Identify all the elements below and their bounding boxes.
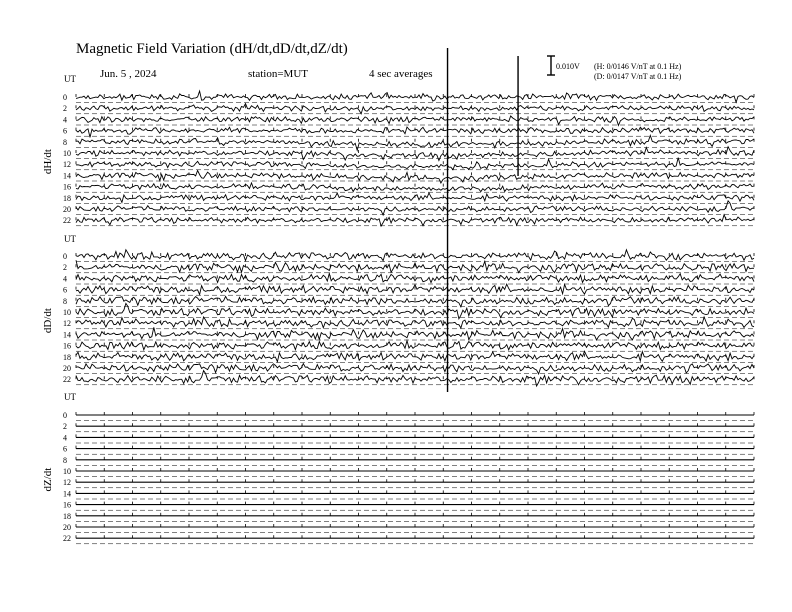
hour-label: 20 (63, 523, 71, 532)
scale-h-label: (H: 0/0146 V/nT at 0.1 Hz) (594, 62, 682, 71)
hour-label: 12 (63, 319, 71, 329)
hour-label: 14 (63, 171, 71, 181)
hour-label: 22 (63, 375, 71, 385)
hour-label: 0 (63, 252, 67, 261)
panel-0 (42, 74, 754, 226)
component-label: dD/dt (42, 308, 54, 334)
panel-1 (42, 234, 754, 386)
hour-label: 12 (63, 478, 71, 488)
hour-label: 6 (63, 126, 67, 136)
hour-label: 4 (63, 274, 67, 284)
averaging-label: 4 sec averages (369, 68, 433, 80)
hour-label: 20 (63, 364, 71, 373)
hour-label: 16 (63, 341, 71, 351)
trace-line (76, 104, 754, 114)
trace-line (76, 215, 754, 226)
hour-label: 8 (63, 296, 67, 306)
trace-line (76, 371, 754, 386)
hour-label: 0 (63, 411, 67, 420)
hour-label: 18 (63, 511, 71, 521)
hour-label: 20 (63, 205, 71, 214)
hour-label: 16 (63, 182, 71, 192)
hour-label: 12 (63, 160, 71, 170)
chart-title: Magnetic Field Variation (dH/dt,dD/dt,dZ/dt) (76, 41, 348, 57)
hour-label: 6 (63, 285, 67, 295)
hour-label: 2 (63, 263, 67, 273)
hour-label: 14 (63, 330, 71, 340)
scale-value-label: 0.010V (556, 62, 580, 71)
panel-2 (42, 392, 754, 544)
hour-label: 8 (63, 455, 67, 465)
hour-label: 4 (63, 433, 67, 443)
hour-label: 18 (63, 193, 71, 203)
station-label: station=MUT (248, 68, 308, 80)
hour-label: 10 (63, 149, 71, 158)
panels-group (42, 74, 754, 544)
scale-d-label: (D: 0/0147 V/nT at 0.1 Hz) (594, 72, 682, 81)
date-label: Jun. 5 , 2024 (100, 68, 157, 80)
component-label: dZ/dt (42, 467, 54, 492)
hour-label: 8 (63, 137, 67, 147)
hour-label: 16 (63, 500, 71, 510)
hour-label: 0 (63, 93, 67, 102)
hour-label: 22 (63, 216, 71, 226)
trace-line (76, 351, 754, 361)
ut-label: UT (64, 74, 76, 84)
ut-label: UT (64, 392, 76, 402)
trace-line (76, 91, 754, 102)
hour-label: 4 (63, 115, 67, 125)
hour-label: 18 (63, 352, 71, 362)
hour-label: 10 (63, 467, 71, 476)
hour-label: 6 (63, 444, 67, 454)
trace-line (76, 135, 754, 150)
hour-label: 2 (63, 104, 67, 114)
hour-label: 2 (63, 422, 67, 432)
hour-label: 14 (63, 489, 71, 499)
hour-label: 10 (63, 308, 71, 317)
scale-bar-icon (547, 56, 555, 75)
hour-label: 22 (63, 534, 71, 544)
component-label: dH/dt (42, 149, 54, 175)
ut-label: UT (64, 234, 76, 244)
